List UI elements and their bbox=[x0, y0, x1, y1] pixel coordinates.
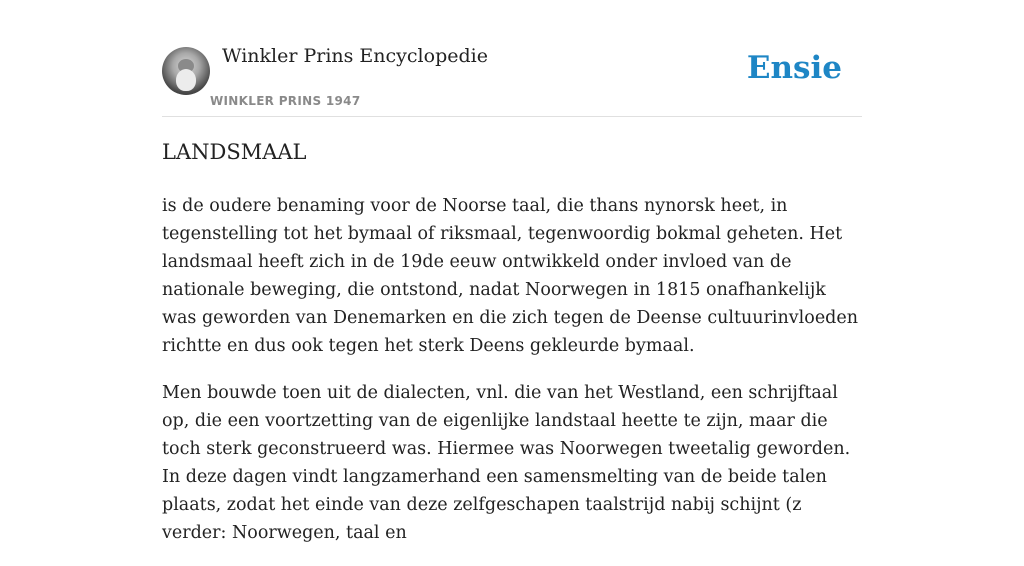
paragraph-2: Men bouwde toen uit de dialecten, vnl. die van het Westland, een schrijftaal op, die een voortzetting van de eigenlijke landstaal heette te zijn, maar die toch sterk geconstrueerd was. Hiermee was Noorwegen tweetalig geworden. In deze dagen vindt langzamerhand een samensmelting van de beide talen plaats, zodat het einde van deze zelfgeschapen taalstrijd nabij schijnt (z verder: Noorwegen, taal en bbox=[162, 383, 851, 543]
source-subtitle[interactable]: WINKLER PRINS 1947 bbox=[210, 94, 361, 108]
author-avatar[interactable] bbox=[162, 47, 210, 95]
entry-title: LANDSMAAL bbox=[162, 140, 307, 164]
avatar-beard bbox=[176, 69, 196, 91]
site-header bbox=[162, 0, 862, 117]
article-body bbox=[162, 192, 862, 566]
article-page bbox=[162, 0, 862, 543]
paragraph-1: is de oudere benaming voor de Noorse taal, die thans nynorsk heet, in tegenstelling tot het bymaal of riksmaal, tegenwoordig bokmal geheten. Het landsmaal heeft zich in de 19de eeuw ontwikkeld onder invloed van de nationale beweging, die ontstond, nadat Noorwegen in 1815 onafhankelijk was geworden van Denemarken en die zich tegen de Deense cultuurinvloeden richtte en dus ook tegen het sterk Deens gekleurde bymaal. bbox=[162, 196, 859, 356]
site-title-link[interactable]: Winkler Prins Encyclopedie bbox=[222, 45, 488, 67]
ensie-logo-link[interactable]: Ensie bbox=[746, 50, 842, 86]
